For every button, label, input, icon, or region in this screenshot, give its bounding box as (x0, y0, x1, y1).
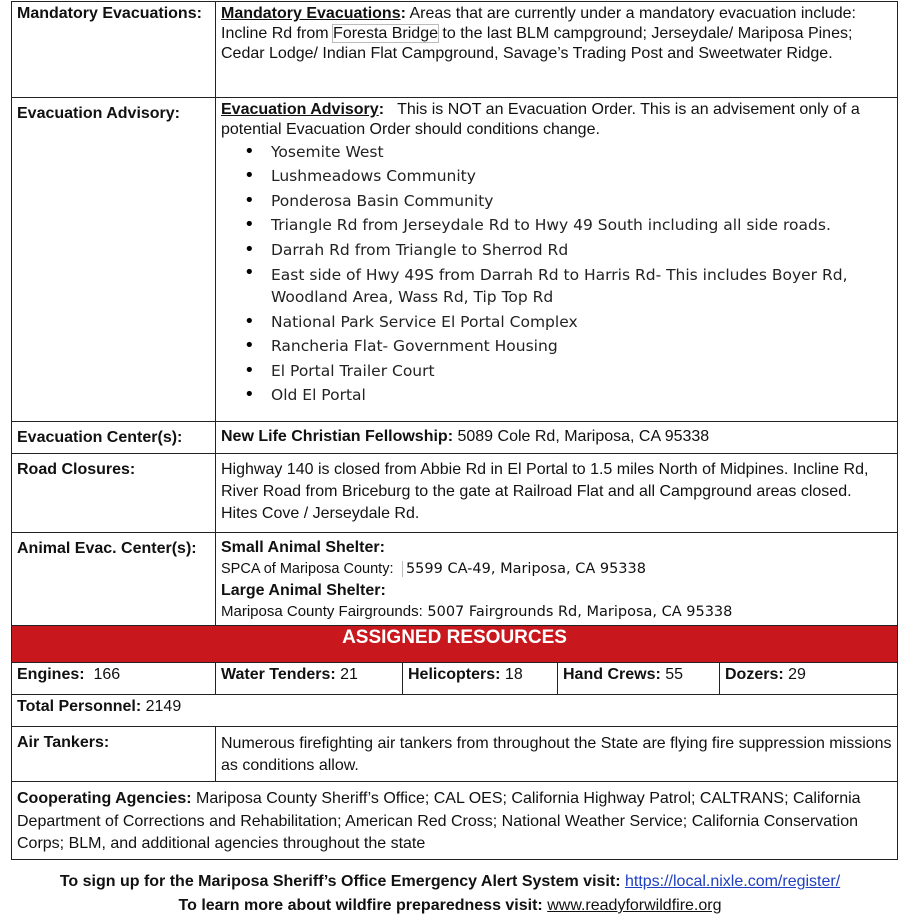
helicopters-cell (403, 663, 558, 695)
evac-center-address: 5089 Cole Rd, Mariposa, CA 95338 (453, 428, 710, 445)
footer-preparedness-text: To learn more about wildfire preparedness visit: (178, 897, 548, 914)
large-animal-heading: Large Animal Shelter: (221, 582, 386, 599)
agencies-content (12, 782, 898, 860)
engines-value: 166 (84, 666, 121, 683)
list-item: • East side of Hwy 49S from Darrah Rd to Harris Rd- This includes Boyer Rd, Woodland Area, Wass Rd, Tip Top Rd (271, 262, 892, 310)
list-item: • El Portal Trailer Court (271, 359, 892, 383)
dozers-label: Dozers: (725, 666, 784, 683)
list-item: • Triangle Rd from Jerseydale Rd to Hwy 49 South including all side roads. (271, 213, 892, 237)
list-item: • Old El Portal (271, 383, 892, 407)
tenders-cell (216, 663, 403, 695)
large-animal-address: 5007 Fairgrounds Rd, Mariposa, CA 95338 (422, 604, 733, 620)
assigned-resources-banner: ASSIGNED RESOURCES (12, 626, 898, 663)
helicopters-label: Helicopters: (408, 666, 501, 683)
list-item: • Ponderosa Basin Community (271, 189, 892, 213)
list-item: • National Park Service El Portal Complex (271, 310, 892, 334)
mandatory-row (12, 2, 898, 98)
incident-info-sheet (11, 1, 897, 860)
air-tankers-row (12, 727, 898, 782)
agencies-text: Mariposa County Sheriff’s Office; CAL OES; California Highway Patrol; CALTRANS; California Department of Corrections and Rehabilitation; American Red Cross; National Weather Service; California Conservation Corps; BLM, and additional agencies throughout the state (17, 790, 861, 852)
list-item: • Darrah Rd from Triangle to Sherrod Rd (271, 238, 892, 262)
footer-alert-line (0, 872, 900, 892)
crews-cell (558, 663, 720, 695)
animal-row (12, 533, 898, 626)
engines-cell (12, 663, 216, 695)
air-tankers-text: Numerous firefighting air tankers from throughout the State are flying fire suppression missions as conditions allow. (216, 727, 898, 782)
small-animal-heading: Small Animal Shelter: (221, 539, 385, 556)
evac-center-label: Evacuation Center(s): (12, 422, 216, 454)
advisory-list (221, 140, 892, 408)
footer-preparedness-line (0, 896, 900, 916)
evac-center-row (12, 422, 898, 454)
agencies-row (12, 782, 898, 860)
road-closures-label: Road Closures: (12, 454, 216, 533)
mandatory-label: Mandatory Evacuations: (12, 2, 216, 98)
resources-row (12, 663, 898, 695)
air-tankers-label: Air Tankers: (12, 727, 216, 782)
small-animal-name: SPCA of Mariposa County: (221, 561, 394, 577)
banner-row (12, 626, 898, 663)
mandatory-heading: Mandatory Evacuations (221, 5, 401, 22)
tenders-label: Water Tenders: (221, 666, 336, 683)
foresta-bridge-text: Foresta Bridge (333, 25, 438, 42)
personnel-value: 2149 (141, 698, 182, 715)
engines-label: Engines: (17, 666, 85, 683)
mandatory-text-a: Areas that are currently under a mandatory evacuation include: Incline Rd from (221, 5, 856, 42)
footer-alert-text: To sign up for the Mariposa Sheriff’s Office Emergency Alert System visit: (59, 873, 625, 890)
advisory-label: Evacuation Advisory: (12, 98, 216, 422)
evac-center-name: New Life Christian Fellowship: (221, 428, 454, 445)
crews-value: 55 (660, 666, 684, 683)
large-animal-name: Mariposa County Fairgrounds: (221, 603, 423, 620)
list-item: • Rancheria Flat- Government Housing (271, 334, 892, 358)
mandatory-content: Mandatory Evacuations: Areas that are currently under a mandatory evacuation include: Incline Rd from Foresta Bridge to the last BLM campground; Jerseydale/ Mariposa Pines; Cedar Lodge/ Indian Flat Campground, Savage’s Trading Post and Sweetwater Ridge. (216, 2, 898, 98)
dozers-value: 29 (783, 666, 806, 683)
advisory-text: This is NOT an Evacuation Order. This is an advisement only of a potential Evacuation Order should conditions change. (221, 101, 865, 138)
animal-content (216, 533, 898, 626)
small-animal-address: 5599 CA-49, Mariposa, CA 95338 (402, 561, 646, 577)
advisory-heading: Evacuation Advisory (221, 101, 379, 118)
evac-center-content (216, 422, 898, 454)
personnel-label: Total Personnel: (17, 698, 142, 715)
readyforwildfire-link[interactable]: www.readyforwildfire.org (547, 897, 722, 914)
list-item: • Lushmeadows Community (271, 164, 892, 188)
mandatory-text-b: to the last BLM campground; Jerseydale/ Mariposa Pines; Cedar Lodge/ Indian Flat Campground, Savage’s Trading Post and Sweetwater Ridge. (221, 25, 853, 62)
road-closures-text: Highway 140 is closed from Abbie Rd in El Portal to 1.5 miles North of Midpines. Incline Rd, River Road from Briceburg to the gate at Railroad Flat and all Campground areas closed. Hites Cove / Jerseydale Rd. (216, 454, 898, 533)
list-item: • Yosemite West (271, 140, 892, 164)
animal-label: Animal Evac. Center(s): (12, 533, 216, 626)
road-closures-row (12, 454, 898, 533)
helicopters-value: 18 (500, 666, 523, 683)
tenders-value: 21 (335, 666, 358, 683)
advisory-row (12, 98, 898, 422)
info-table (11, 1, 898, 860)
dozers-cell (720, 663, 898, 695)
agencies-label: Cooperating Agencies: (17, 790, 192, 807)
personnel-row (12, 695, 898, 727)
personnel-cell (12, 695, 898, 727)
nixle-register-link[interactable]: https://local.nixle.com/register/ (624, 873, 841, 890)
advisory-content: Evacuation Advisory: This is NOT an Evacuation Order. This is an advisement only of a potential Evacuation Order should conditions change. • Yosemite West • Lushmeadows Community • Ponderosa Basin Community • Triangle Rd from Jerseydale Rd to Hwy 49 South including all side roads. • Darrah Rd from Triangle to Sherrod Rd • East side of Hwy 49S from Darrah Rd to Harris Rd- This includes Boyer Rd, Woodland Area, Wass Rd, Tip Top Rd • National Park Service El Portal Complex • Rancheria Flat- Government Housing • El Portal Trailer Court • Old El Portal (216, 98, 898, 422)
crews-label: Hand Crews: (563, 666, 661, 683)
